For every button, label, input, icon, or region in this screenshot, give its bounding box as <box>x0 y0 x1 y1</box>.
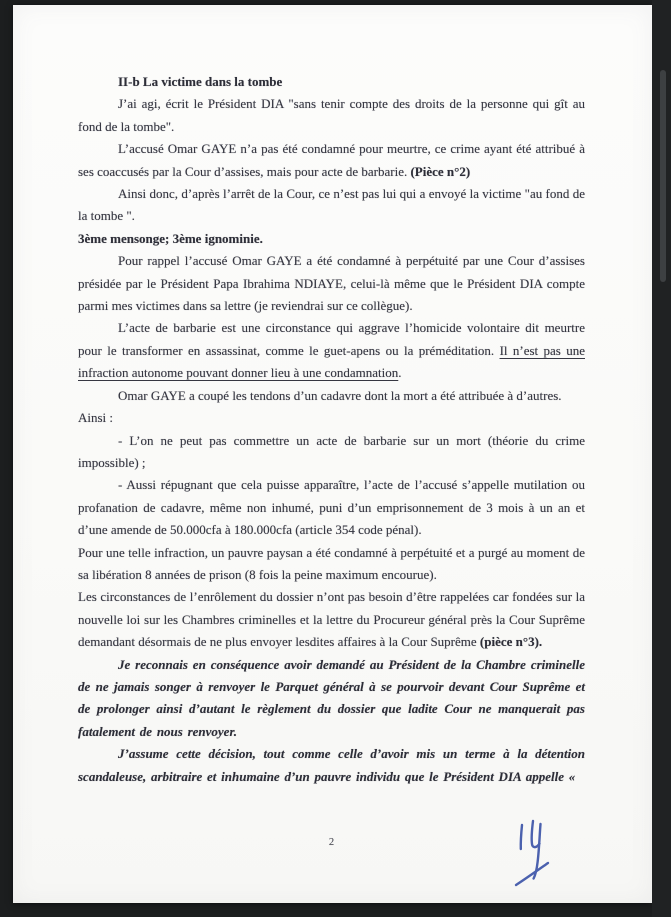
signature-stroke <box>516 863 548 885</box>
text-run: L’acte de barbarie est une circonstance qui aggrave l’homicide volontaire dit meurtre pour le transformer en assassinat, comme le guet-apens ou la préméditation. <box>78 320 585 358</box>
text-run: Pour rappel l’accusé Omar GAYE a été condamné à perpétuité par une Cour d’assises présidée par le Président Papa Ibrahima NDIAYE, celui-là même que le Président DIA compte parmi mes victimes dans sa lettre (je reviendrai sur ce collègue). <box>78 253 585 314</box>
text-run: - Aussi répugnant que cela puisse apparaître, l’acte de l’accusé s’appelle mutilation ou profanation de cadavre, même non inhumé, puni d’un emprisonnement de 3 mois à un an et d’une amende de 50.000cfa à 180.000cfa (article 354 code pénal). <box>78 477 585 538</box>
signature-stroke <box>521 825 522 849</box>
text-run: L’accusé Omar GAYE n’a pas été condamné pour meurtre, ce crime ayant été attribué à ses coaccusés par la Cour d’assises, mais pour acte de barbarie. <box>78 141 585 179</box>
text-run: II-b La victime dans la tombe <box>118 74 283 89</box>
paragraph <box>78 250 585 317</box>
text-run: J’assume cette décision, tout comme celle d’avoir mis un terme à la détention scandaleuse, arbitraire et inhumaine d’un pauvre individu que le Président DIA appelle « <box>78 746 585 784</box>
paragraph <box>78 183 585 228</box>
text-run: Ainsi donc, d’après l’arrêt de la Cour, ce n’est pas lui qui a envoyé la victime "au fond de la tombe ". <box>78 186 585 224</box>
text-run: (Pièce n°2) <box>410 163 471 179</box>
text-run: 3ème mensonge; 3ème ignominie. <box>78 230 263 246</box>
page-number: 2 <box>328 837 335 848</box>
scrollbar-thumb[interactable] <box>660 70 666 282</box>
paragraph <box>78 385 585 407</box>
text-run: Les circonstances de l’enrôlement du dossier n’ont pas besoin d’être rappelées car fondées sur la nouvelle loi sur les Chambres criminelles et la lettre du Procureur général près la Cour Suprême demandant désormais de ne plus envoyer lesdites affaires à la Cour Suprême <box>78 589 585 650</box>
text-run: . <box>398 365 402 381</box>
paragraph <box>78 586 585 653</box>
text-run: (pièce n°3). <box>479 634 543 650</box>
text-run: J’ai agi, écrit le Président DIA "sans tenir compte des droits de la personne qui gît au fond de la tombe". <box>78 96 585 134</box>
handwritten-signature-icon <box>509 815 559 893</box>
text-run: Pour une telle infraction, un pauvre paysan a été condamné à perpétuité et a purgé au moment de sa libération 8 années de prison (8 fois la peine maximum encourue). <box>78 544 585 582</box>
paragraph <box>78 542 585 587</box>
text-run: - L’on ne peut pas commettre un acte de barbarie sur un mort (théorie du crime impossible) ; <box>78 432 585 470</box>
document-body <box>78 71 585 788</box>
text-run: Ainsi : <box>78 410 114 426</box>
paragraph <box>78 654 585 744</box>
scrollbar-track[interactable] <box>652 0 671 917</box>
text-run: Je reconnais en conséquence avoir demandé au Président de la Chambre criminelle de ne jamais songer à renvoyer le Parquet général à se pourvoir devant Cour Suprême et de prolonger ainsi d’autant le règlement du dossier que ladite Cour ne manquerait pas fatalement de nous renvoyer. <box>78 656 585 739</box>
text-run: Il n’est pas une infraction autonome pouvant donner lieu à une condamnation <box>78 342 585 381</box>
paragraph <box>78 93 585 138</box>
paragraph <box>78 430 585 475</box>
paragraph <box>78 138 585 183</box>
paragraph <box>78 228 585 250</box>
paragraph <box>78 317 585 384</box>
text-run: Omar GAYE a coupé les tendons d’un cadavre dont la mort a été attribuée à d’autres. <box>118 387 562 403</box>
paragraph <box>78 474 585 541</box>
paragraph <box>78 743 585 788</box>
paragraph <box>78 71 585 93</box>
paragraph <box>78 407 585 429</box>
document-page <box>13 5 652 903</box>
